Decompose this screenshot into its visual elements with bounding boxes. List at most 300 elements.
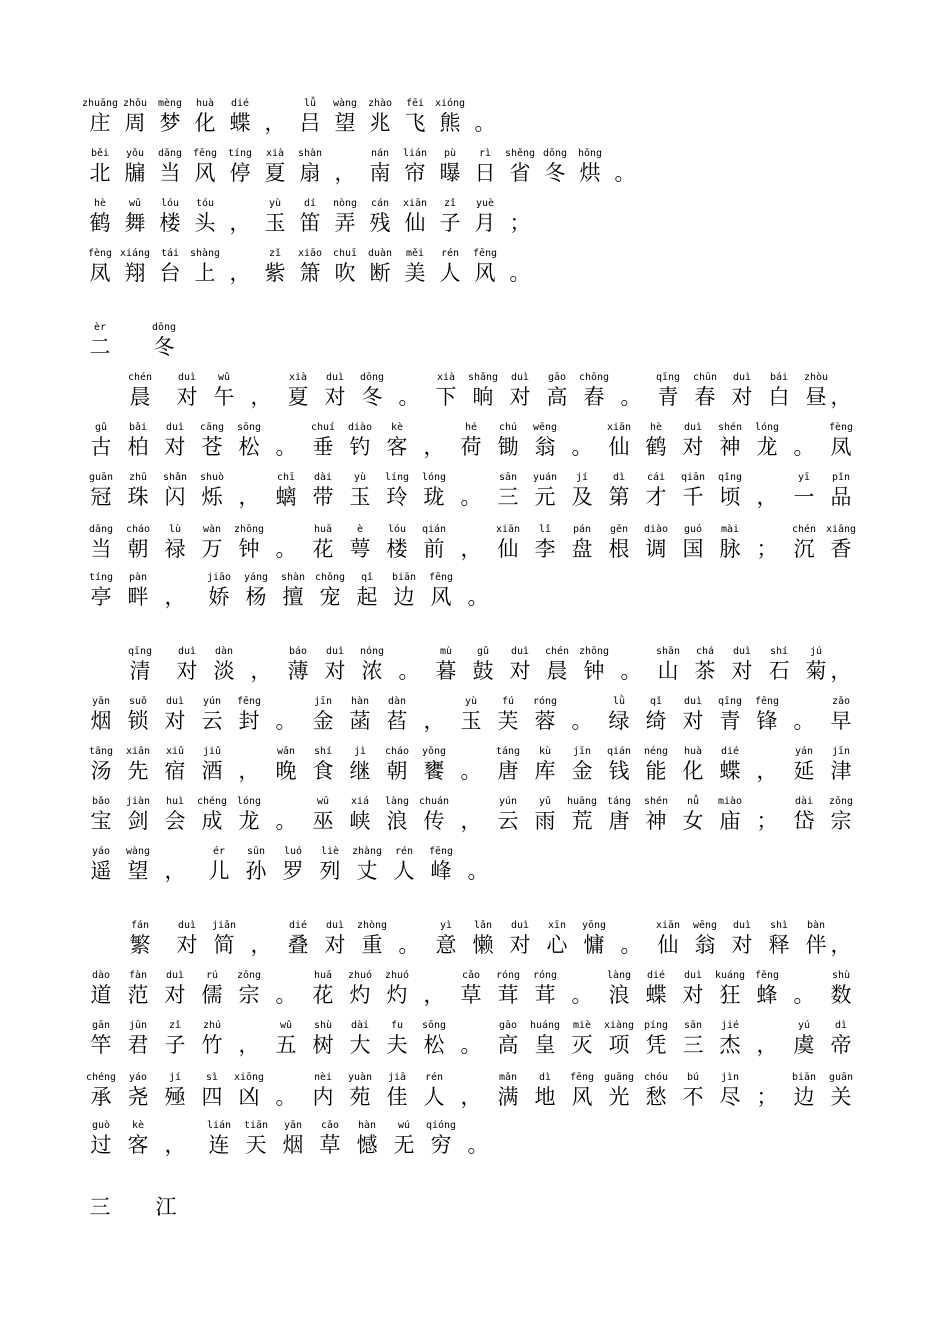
hanzi-character: 荒 [571,809,593,833]
hanzi-character: 能 [645,759,667,783]
pinyin-annotation: yú [797,1020,811,1031]
pinyin-annotation: mài [720,524,740,535]
hanzi-character: 美 [404,261,426,285]
character-with-pinyin [281,572,305,610]
character-with-pinyin [424,1072,445,1110]
character-with-pinyin [644,746,668,784]
hanzi-character: 云 [201,709,223,733]
pinyin-annotation: yǔ [538,796,552,807]
character-with-pinyin [244,1120,268,1158]
hanzi-character: 凤 [89,261,111,285]
section-heading-3 [0,1182,950,1234]
section-heading-2 [0,322,950,374]
character-with-pinyin [165,970,186,1008]
character-with-pinyin [209,846,230,884]
hanzi-character: 凭 [645,1033,667,1057]
pinyin-annotation: bú [686,1072,700,1083]
character-with-pinyin [237,970,261,1008]
hanzi-character: ， [164,585,186,609]
pinyin-annotation: yuán [532,472,558,483]
character-with-pinyin [792,524,816,562]
hanzi-character: 上 [194,261,216,285]
pinyin-annotation: mèng [157,98,183,109]
punctuation-mark [90,1182,111,1220]
pinyin-annotation: hé [464,422,478,433]
punctuation-mark [757,796,778,834]
character-with-pinyin [435,98,465,136]
character-with-pinyin [683,746,704,784]
hanzi-character: 憾 [356,1133,378,1157]
pinyin-annotation: cāng [199,422,225,433]
pinyin-annotation: yì [439,920,453,931]
pinyin-annotation: shàn [297,148,323,159]
pinyin-annotation: zhòng [356,920,388,931]
character-with-pinyin [831,746,852,784]
character-with-pinyin [419,796,449,834]
character-with-pinyin [609,472,630,510]
hanzi-character: 会 [164,809,186,833]
character-with-pinyin [607,746,631,784]
punctuation-mark [757,1020,778,1058]
hanzi-character: 。 [620,659,642,683]
character-with-pinyin [604,1020,634,1058]
character-with-pinyin [461,422,482,460]
character-with-pinyin [656,372,680,410]
hanzi-character: 晚 [275,759,297,783]
hanzi-character: 边 [793,1085,815,1109]
character-with-pinyin [126,796,150,834]
punctuation-mark [424,696,445,734]
punctuation-mark [239,746,260,784]
character-with-pinyin [348,970,372,1008]
hanzi-character: 曝 [439,161,461,185]
hanzi-character: 仙 [608,435,630,459]
punctuation-mark [461,796,482,834]
pinyin-annotation: yōng [581,920,607,931]
pinyin-annotation: guāng [603,1072,635,1083]
punctuation-mark [276,422,297,460]
character-with-pinyin [82,98,118,136]
pinyin-annotation: tāng [88,746,114,757]
hanzi-character: 饔 [423,759,445,783]
hanzi-character: 帘 [404,161,426,185]
pinyin-annotation: kuáng [714,970,746,981]
pinyin-annotation: xīn [547,920,567,931]
pinyin-annotation: gāo [547,372,567,383]
character-with-pinyin [91,1120,112,1158]
character-with-pinyin [755,422,779,460]
pinyin-annotation: táng [606,796,632,807]
punctuation-mark [572,970,593,1008]
character-with-pinyin [829,422,853,460]
character-with-pinyin [350,746,371,784]
hanzi-character: 浓 [361,659,383,683]
punctuation-mark [621,372,642,410]
pinyin-annotation: chǒng [314,572,346,583]
character-with-pinyin [313,472,334,510]
hanzi-character: 松 [423,1033,445,1057]
hanzi-character: 成 [201,809,223,833]
pinyin-annotation: duì [683,422,703,433]
pinyin-annotation: róng [532,696,558,707]
character-with-pinyin [246,846,267,884]
character-with-pinyin [313,1072,334,1110]
character-with-pinyin [720,746,741,784]
hanzi-character: 化 [194,111,216,135]
character-with-pinyin [350,796,371,834]
pinyin-annotation: kù [538,746,552,757]
punctuation-mark [794,422,815,460]
character-with-pinyin [165,796,186,834]
hanzi-character: 庄 [89,111,111,135]
hanzi-character: 儿 [208,859,230,883]
character-with-pinyin [288,920,309,958]
character-with-pinyin [177,920,198,958]
character-with-pinyin [720,1072,741,1110]
pinyin-annotation: xióng [434,98,466,109]
character-with-pinyin [202,1072,223,1110]
character-with-pinyin [234,524,264,562]
hanzi-character: 钟 [583,659,605,683]
pinyin-annotation: nòng [332,198,358,209]
pinyin-annotation: liè [320,846,340,857]
poem-line-1 [0,98,950,150]
character-with-pinyin [212,920,236,958]
hanzi-character: 飞 [404,111,426,135]
hanzi-character: 根 [608,537,630,561]
hanzi-character: 午 [213,385,235,409]
punctuation-mark [461,746,482,784]
character-with-pinyin [530,1020,560,1058]
pinyin-annotation: píng [643,1020,669,1031]
pinyin-annotation: báo [288,646,308,657]
character-with-pinyin [265,148,286,186]
hanzi-character: 重 [361,933,383,957]
pinyin-annotation: guān [88,472,114,483]
hanzi-character: 春 [694,385,716,409]
pinyin-annotation: duì [165,970,185,981]
character-with-pinyin [313,796,334,834]
character-with-pinyin [123,98,147,136]
pinyin-annotation: dài [313,472,333,483]
pinyin-annotation: rì [478,148,492,159]
punctuation-mark [165,1120,186,1158]
hanzi-character: 尧 [127,1085,149,1109]
pinyin-annotation: duì [683,696,703,707]
hanzi-character: 对 [682,709,704,733]
poem-line-9 [0,572,950,624]
hanzi-character: ， [250,385,272,409]
character-with-pinyin [283,846,304,884]
hanzi-character: 人 [423,1085,445,1109]
pinyin-annotation: qǐ [649,696,663,707]
character-with-pinyin [313,970,334,1008]
hanzi-character: 菊 [805,659,827,683]
pinyin-annotation: sōng [236,422,262,433]
pinyin-annotation: shǎn [162,472,188,483]
hanzi-character: 。 [571,435,593,459]
character-with-pinyin [644,1020,668,1058]
pinyin-annotation: shàn [280,572,306,583]
character-with-pinyin [126,746,150,784]
hanzi-character: 列 [319,859,341,883]
hanzi-character: 山 [657,659,679,683]
punctuation-mark [276,696,297,734]
pinyin-annotation: wàng [332,98,358,109]
pinyin-annotation: zhōng [578,646,610,657]
hanzi-character: 连 [208,1133,230,1157]
hanzi-character: 月 [474,211,496,235]
hanzi-character: ； [509,211,531,235]
hanzi-character: 人 [439,261,461,285]
hanzi-character: 对 [164,709,186,733]
hanzi-character: 过 [90,1133,112,1157]
hanzi-character: 朝 [386,759,408,783]
punctuation-mark [265,98,286,136]
pinyin-annotation: shàng [189,248,221,259]
pinyin-annotation: zǐ [443,198,457,209]
pinyin-annotation: zōng [236,970,262,981]
punctuation-mark [276,524,297,562]
hanzi-character: 子 [439,211,461,235]
character-with-pinyin [283,1120,304,1158]
pinyin-annotation: pán [572,524,592,535]
hanzi-character: ， [830,385,852,409]
character-with-pinyin [333,198,357,236]
character-with-pinyin [128,646,152,684]
character-with-pinyin [535,1072,556,1110]
pinyin-annotation: duì [325,372,345,383]
character-with-pinyin [350,696,371,734]
hanzi-character: 兆 [369,111,391,135]
pinyin-annotation: tíng [227,148,253,159]
character-with-pinyin [298,148,322,186]
pinyin-annotation: hè [649,422,663,433]
punctuation-mark [230,198,251,236]
character-with-pinyin [165,422,186,460]
pinyin-annotation: fēng [754,696,780,707]
character-with-pinyin [91,696,112,734]
hanzi-character: 。 [571,709,593,733]
pinyin-annotation: xiōng [233,1072,265,1083]
hanzi-character: 传 [423,809,445,833]
character-with-pinyin [202,524,223,562]
hanzi-character: 对 [164,983,186,1007]
poem-line-13 [0,796,950,848]
hanzi-character: 对 [731,659,753,683]
hanzi-character: 。 [467,585,489,609]
hanzi-character: 禄 [164,537,186,561]
pinyin-annotation: xiān [125,746,151,757]
character-with-pinyin [387,524,408,562]
hanzi-character: 下 [435,385,457,409]
pinyin-annotation: xià [288,372,308,383]
character-with-pinyin [683,1072,704,1110]
character-with-pinyin [436,372,457,410]
character-with-pinyin [533,696,557,734]
pinyin-annotation: gǔ [94,422,108,433]
character-with-pinyin [436,646,457,684]
pinyin-annotation: qióng [425,1120,457,1131]
character-with-pinyin [582,920,606,958]
pinyin-annotation: tíng [88,572,114,583]
character-with-pinyin [89,746,113,784]
hanzi-character: 剑 [127,809,149,833]
character-with-pinyin [683,796,704,834]
hanzi-character: 仙 [404,211,426,235]
character-with-pinyin [769,372,790,410]
hanzi-character: 冠 [90,485,112,509]
hanzi-character: 。 [460,1033,482,1057]
hanzi-character: 晌 [472,385,494,409]
pinyin-annotation: wēng [692,920,718,931]
hanzi-character: 对 [509,659,531,683]
character-with-pinyin [498,1072,519,1110]
hanzi-character: 凤 [830,435,852,459]
pinyin-annotation: chóu [643,1072,669,1083]
pinyin-annotation: shén [717,422,743,433]
punctuation-mark [831,372,852,410]
punctuation-mark [251,372,272,410]
pinyin-annotation: róng [495,970,521,981]
pinyin-annotation: dōng [359,372,385,383]
hanzi-character: 茸 [497,983,519,1007]
pinyin-annotation: duì [510,920,530,931]
pinyin-annotation: qīng [127,646,153,657]
poem-line-18 [0,1072,950,1124]
hanzi-character: 吹 [334,261,356,285]
hanzi-character: 封 [238,709,260,733]
punctuation-mark [794,970,815,1008]
pinyin-annotation: duì [177,646,197,657]
pinyin-annotation: hōng [577,148,603,159]
hanzi-character: 仙 [657,933,679,957]
character-with-pinyin [360,646,384,684]
pinyin-annotation: gāo [498,1020,518,1031]
pinyin-annotation: zōng [828,796,854,807]
pinyin-annotation: yī [797,472,811,483]
hanzi-character: 南 [369,161,391,185]
hanzi-character: 蓉 [534,709,556,733]
pinyin-annotation: yān [91,696,111,707]
hanzi-character: 对 [164,435,186,459]
character-with-pinyin [429,846,453,884]
character-with-pinyin [368,98,392,136]
hanzi-character: 翁 [694,933,716,957]
hanzi-character: 简 [213,933,235,957]
pinyin-annotation: yōng [421,746,447,757]
hanzi-character: 高 [497,1033,519,1057]
character-with-pinyin [370,148,391,186]
hanzi-character: 。 [620,933,642,957]
hanzi-character: 周 [124,111,146,135]
character-with-pinyin [89,472,113,510]
character-with-pinyin [350,1020,371,1058]
hanzi-character: 当 [159,161,181,185]
hanzi-character: 。 [620,385,642,409]
pinyin-annotation: dié [230,98,250,109]
character-with-pinyin [86,1072,116,1110]
punctuation-mark [424,970,445,1008]
pinyin-annotation: miào [717,796,743,807]
hanzi-character: 三 [682,1033,704,1057]
hanzi-character: 菡 [349,709,371,733]
hanzi-character: 牖 [124,161,146,185]
hanzi-character: 沉 [793,537,815,561]
pinyin-annotation: yān [283,1120,303,1131]
hanzi-character: 对 [324,659,346,683]
character-with-pinyin [794,746,815,784]
pinyin-annotation: dàn [214,646,234,657]
character-with-pinyin [265,248,286,286]
hanzi-character: 锋 [756,709,778,733]
pinyin-annotation: zhào [367,98,393,109]
character-with-pinyin [422,472,446,510]
pinyin-annotation: zhú [202,1020,222,1031]
hanzi-character: 吕 [299,111,321,135]
hanzi-character: 。 [275,537,297,561]
pinyin-annotation: qīng [655,372,681,383]
hanzi-character: ， [756,1033,778,1057]
hanzi-character: ， [460,537,482,561]
hanzi-character: 苍 [201,435,223,459]
pinyin-annotation: dié [288,920,308,931]
pinyin-annotation: tiān [243,1120,269,1131]
pinyin-annotation: shén [643,796,669,807]
pinyin-annotation: huāng [566,796,598,807]
hanzi-character: 数 [830,983,852,1007]
punctuation-mark [572,696,593,734]
pinyin-annotation: yuàn [347,1072,373,1083]
punctuation-mark [468,572,489,610]
character-with-pinyin [387,422,408,460]
punctuation-mark [468,846,489,884]
hanzi-character: 。 [275,983,297,1007]
pinyin-annotation: wǔ [128,198,142,209]
pinyin-annotation: èr [93,322,107,333]
character-with-pinyin [177,646,198,684]
punctuation-mark [461,1020,482,1058]
pinyin-annotation: chú [498,422,518,433]
hanzi-character: 松 [238,435,260,459]
hanzi-character: 津 [830,759,852,783]
pinyin-annotation: yù [353,472,367,483]
hanzi-character: 断 [369,261,391,285]
hanzi-character: 灼 [386,983,408,1007]
hanzi-character: 风 [194,161,216,185]
character-with-pinyin [228,148,252,186]
hanzi-character: 三 [497,485,519,509]
pinyin-annotation: zǐ [268,248,282,259]
hanzi-character: 范 [127,983,149,1007]
hanzi-character: 烁 [201,485,223,509]
character-with-pinyin [547,920,568,958]
hanzi-character: 国 [682,537,704,561]
pinyin-annotation: pǐn [831,472,851,483]
hanzi-character: 花 [312,537,334,561]
character-with-pinyin [829,796,853,834]
pinyin-annotation: chén [544,646,570,657]
hanzi-character: 珠 [127,485,149,509]
character-with-pinyin [158,148,182,186]
hanzi-character: ， [264,111,286,135]
character-with-pinyin [656,920,680,958]
character-with-pinyin [195,198,216,236]
punctuation-mark [475,98,496,136]
pinyin-annotation: fēng [428,572,454,583]
character-with-pinyin [656,646,680,684]
hanzi-character: 遥 [90,859,112,883]
